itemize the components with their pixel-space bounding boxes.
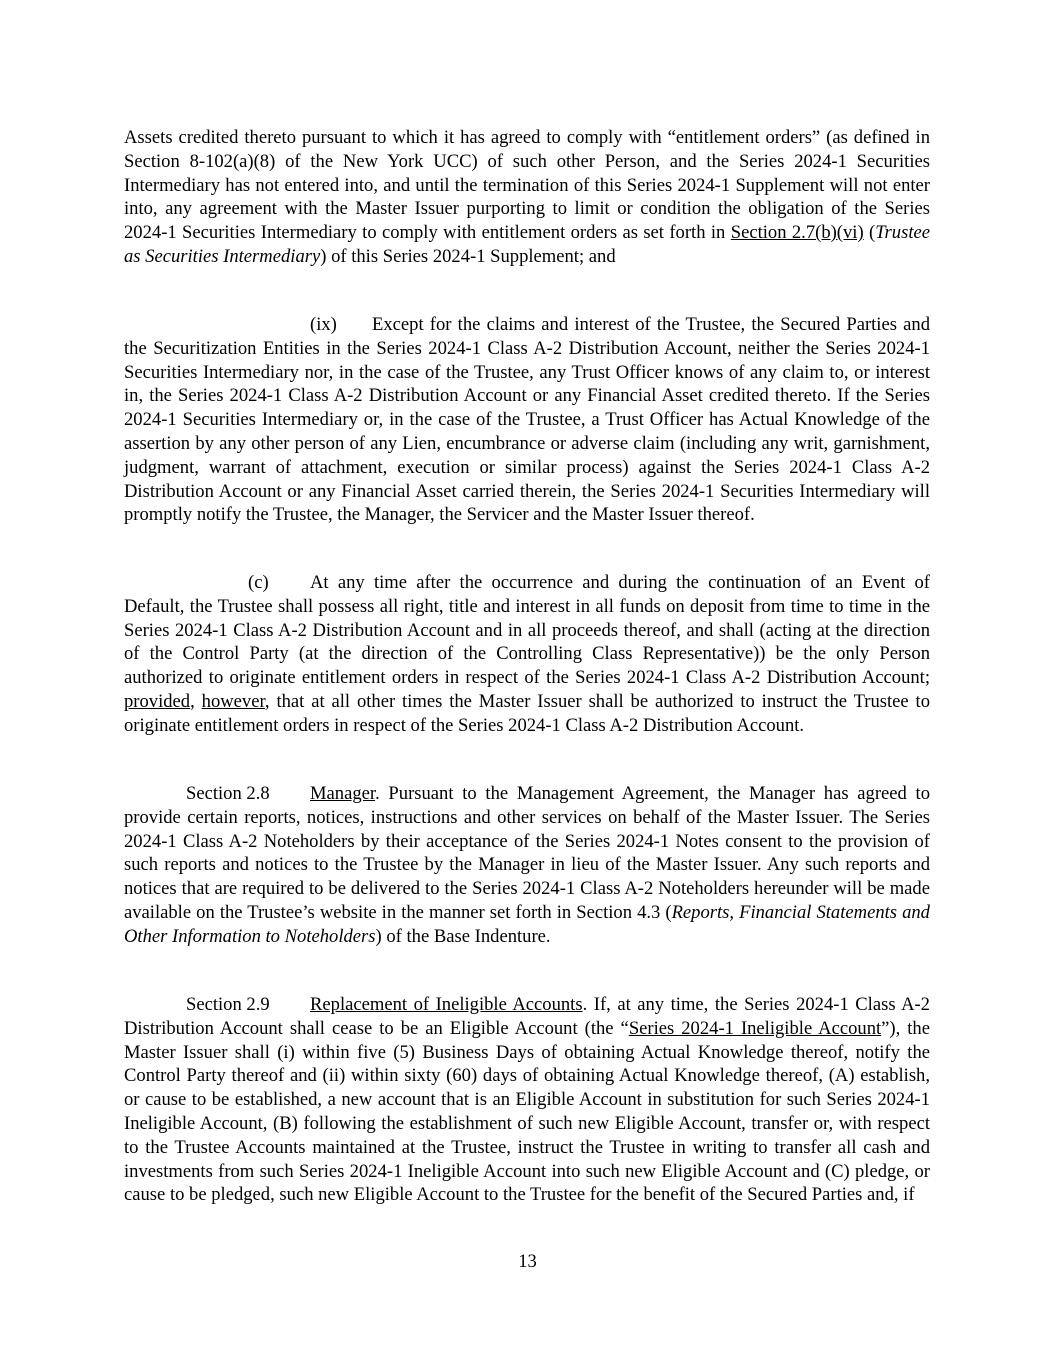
- section-reference: Section 2.7(b)(vi): [730, 222, 864, 244]
- section-heading: Replacement of Ineligible Accounts: [310, 994, 583, 1015]
- section-2-8: [124, 782, 930, 949]
- section-label: Section 2.8: [186, 783, 270, 804]
- paragraph-text: , that at all other times the Master Issuer shall be authorized to instruct the Trustee to originate entitlement orders in respect of the Series 2024-1 Class A-2 Distribution Account.: [124, 690, 931, 736]
- italic-caption: Reports, Financial Statements and Other Information to Noteholders: [124, 901, 930, 947]
- paragraph-text: ) of this Series 2024-1 Supplement; and: [320, 245, 616, 267]
- paragraph-text: Except for the claims and interest of the Trustee, the Secured Parties and the Securitization Entities in the Series 2024-1 Class A-2 Distribution Account, neither the Series 2024-1 Securities Intermediary nor, in the case of the Trustee, any Trust Officer knows of any claim to, or interest in, the Series 2024-1 Class A-2 Distribution Account or any Financial Asset credited thereto. If the Series 2024-1 Securities Intermediary or, in the case of the Trustee, a Trust Officer has Actual Knowledge of the assertion by any other person of any Lien, encumbrance or adverse claim (including any writ, garnishment, judgment, warrant of attachment, execution or similar process) against the Series 2024-1 Class A-2 Distribution Account or any Financial Asset carried therein, the Series 2024-1 Securities Intermediary will promptly notify the Trustee, the Manager, the Servicer and the Master Issuer thereof.: [124, 314, 930, 526]
- page-number: 13: [518, 1251, 537, 1272]
- paragraph-ix: [124, 313, 930, 527]
- section-heading: Manager: [310, 783, 376, 804]
- clause-label: (ix): [310, 314, 337, 335]
- paragraph-text: . Pursuant to the Management Agreement, the Manager has agreed to provide certain reports, notices, instructions and other services on behalf of the Master Issuer. The Series 2024-1 Class A-2 Noteholders by their acceptance of the Series 2024-1 Notes consent to the provision of such reports and notices to the Trustee by the Manager in lieu of the Master Issuer. Any such reports and notices that are required to be delivered to the Series 2024-1 Class A-2 Noteholders hereunder will be made available on the Trustee’s website in the manner set forth in Section 4.3 (: [124, 783, 930, 923]
- paragraph-c: [124, 571, 930, 738]
- italic-caption: Trustee as Securities Intermediary: [124, 222, 930, 267]
- paragraph-text: . If, at any time, the Series 2024-1 Class A-2 Distribution Account shall cease to be an Eligible Account (the “: [124, 994, 930, 1039]
- paragraph-text: (: [863, 222, 876, 244]
- clause-label: (c): [248, 572, 269, 593]
- section-label: Section 2.9: [186, 994, 270, 1015]
- underlined-term: however: [201, 690, 265, 712]
- underlined-term: provided: [124, 690, 191, 712]
- defined-term: Series 2024-1 Ineligible Account: [628, 1017, 882, 1039]
- paragraph-text: ) of the Base Indenture.: [375, 925, 551, 947]
- paragraph-text: Assets credited thereto pursuant to which it has agreed to comply with “entitlement orders” (as defined in Section 8-102(a)(8) of the New York UCC) of such other Person, and the Series 2024-1 Securities Intermediary has not entered into, and until the termination of this Series 2024-1 Supplement will not enter into, any agreement with the Master Issuer purporting to limit or condition the obligation of the Series 2024-1 Securities Intermediary to comply with entitlement orders as set forth in: [124, 127, 930, 244]
- section-2-9: [124, 993, 930, 1207]
- paragraph-text: At any time after the occurrence and during the continuation of an Event of Default, the Trustee shall possess all right, title and interest in all funds on deposit from time to time in the Series 2024-1 Class A-2 Distribution Account and in all proceeds thereof, and shall (acting at the direction of the Control Party (at the direction of the Controlling Class Representative)) be the only Person authorized to originate entitlement orders in respect of the Series 2024-1 Class A-2 Distribution Account;: [124, 572, 930, 689]
- paragraph-text: ”), the Master Issuer shall (i) within five (5) Business Days of obtaining Actual Knowledge thereof, notify the Control Party thereof and (ii) within sixty (60) days of obtaining Actual Knowledge thereof, (A) establish, or cause to be established, a new account that is an Eligible Account in substitution for such Series 2024-1 Ineligible Account, (B) following the establishment of such new Eligible Account, transfer or, with respect to the Trustee Accounts maintained at the Trustee, instruct the Trustee in writing to transfer all cash and investments from such Series 2024-1 Ineligible Account into such new Eligible Account and (C) pledge, or cause to be pledged, such new Eligible Account to the Trustee for the benefit of the Secured Parties and, if: [124, 1017, 930, 1206]
- paragraph-text: ,: [190, 690, 202, 712]
- paragraph-continuation: [124, 126, 930, 269]
